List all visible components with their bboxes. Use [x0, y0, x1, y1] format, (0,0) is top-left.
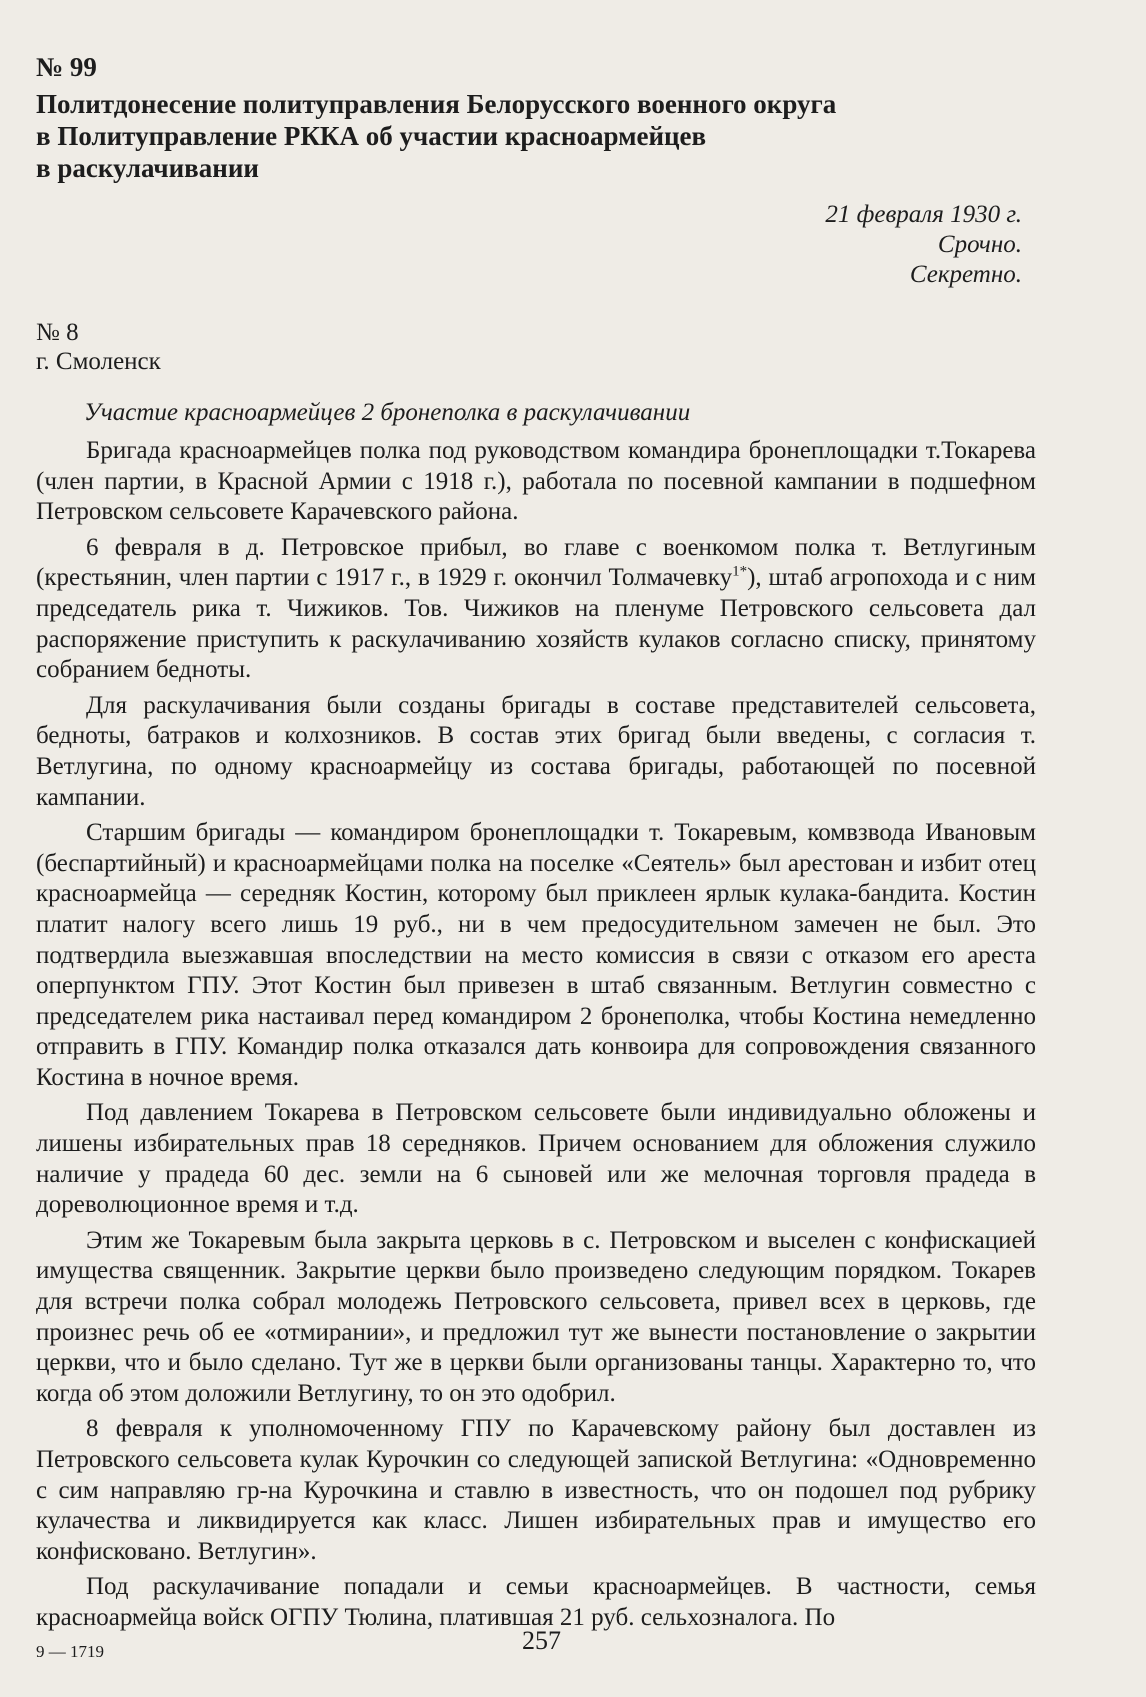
report-number: № 8	[36, 319, 79, 346]
paragraph: Под давлением Токарева в Петровском сельсовете были индивидуально обложены и лишены избирательных прав 18 середняков. Причем основанием для обложения служило наличие у прадеда 60 дес. земли на 6 сыновей или же мелочная торговля прадеда в дореволюционное время и т.д.	[36, 1099, 1036, 1219]
paragraph: Под раскулачивание попадали и семьи красноармейцев. В частности, семья красноармейца войск ОГПУ Тюлина, платившая 21 руб. сельхозналога. По	[36, 1573, 1036, 1631]
signature-code: 9 — 1719	[36, 1642, 104, 1661]
document-number: № 99	[36, 52, 97, 82]
title-line: Политдонесение политуправления Белорусского военного округа	[36, 89, 837, 119]
paragraph: Для раскулачивания были созданы бригады в составе представителей сельсовета, бедноты, батраков и колхозников. В состав этих бригад были введены, с согласия т. Ветлугина, по одному красноармейцу из состава бригады, работающей по посевной кампании.	[36, 691, 1036, 811]
paragraph-text: ), штаб агропохода и с ним председатель рика т. Чижиков. Тов. Чижиков на пленуме Петровского сельсовета дал распоряжение приступить к раскулачиванию хозяйств кулаков согласно списку, принятому собранием бедноты.	[36, 564, 1036, 684]
page-number: 257	[522, 1626, 561, 1655]
paragraph: Бригада красноармейцев полка под руководством командира бронеплощадки т.Токарева (член партии, в Красной Армии с 1918 г.), работала по посевной кампании в подшефном Петровском сельсовете Карачевского района.	[36, 437, 1036, 526]
document-body	[36, 436, 1036, 1639]
urgency-mark: Срочно.	[937, 231, 1022, 258]
document-meta	[825, 200, 1022, 290]
footnote-marker: 1*	[732, 564, 748, 581]
place-of-origin: г. Смоленск	[36, 348, 161, 375]
paragraph: Этим же Токаревым была закрыта церковь в с. Петровском и выселен с конфискацией имущества священник. Закрытие церкви было произведено следующим порядком. Токарев для встречи полка собрал молодежь Петровского сельсовета, привел всех в церковь, где произнес речь об ее «отмирании», и предложил тут же вынести постановление о закрытии церкви, что и было сделано. Тут же в церкви были организованы танцы. Характерно то, что когда об этом доложили Ветлугину, то он это одобрил.	[36, 1226, 1036, 1407]
document-title	[36, 88, 1036, 184]
paragraph-text: 6 февраля в д. Петровское прибыл, во главе с военкомом полка т. Ветлугиным (крестьянин, член партии с 1917 г., в 1929 г. окончил Толмачевку	[36, 533, 1036, 592]
paragraph: Старшим бригады — командиром бронеплощадки т. Токаревым, комвзвода Ивановым (беспартийный) и красноармейцами полка на поселке «Сеятель» был арестован и избит отец красноармейца — середняк Костин, которому был приклеен ярлык кулака-бандита. Костин платит налогу всего лишь 19 руб., ни в чем предосудительном замечен не был. Это подтвердила выезжавшая впоследствии на место комиссия в связи с отказом его ареста оперпунктом ГПУ. Этот Костин был привезен в штаб связанным. Ветлугин совместно с председателем рика настаивал перед командиром 2 бронеполка, чтобы Костина немедленно отправить в ГПУ. Командир полка отказался дать конвоира для сопровождения связанного Костина в ночное время.	[36, 819, 1036, 1091]
title-line: в Политуправление РККА об участии красноармейцев	[36, 121, 707, 151]
classification-mark: Секретно.	[909, 261, 1022, 288]
report-subtitle: Участие красноармейцев 2 бронеполка в раскулачивании	[84, 399, 691, 426]
document-date: 21 февраля 1930 г.	[825, 201, 1022, 228]
paragraph	[36, 533, 1036, 686]
paragraph: 8 февраля к уполномоченному ГПУ по Карачевскому району был доставлен из Петровского сельсовета кулак Курочкин со следующей запиской Ветлугина: «Одновременно с сим направляю гр-на Курочкина и ставлю в известность, что он подошел под рубрику кулачества и ликвидируется как класс. Лишен избирательных прав и имущество его конфисковано. Ветлугин».	[36, 1415, 1036, 1565]
title-line: в раскулачивании	[36, 153, 259, 183]
